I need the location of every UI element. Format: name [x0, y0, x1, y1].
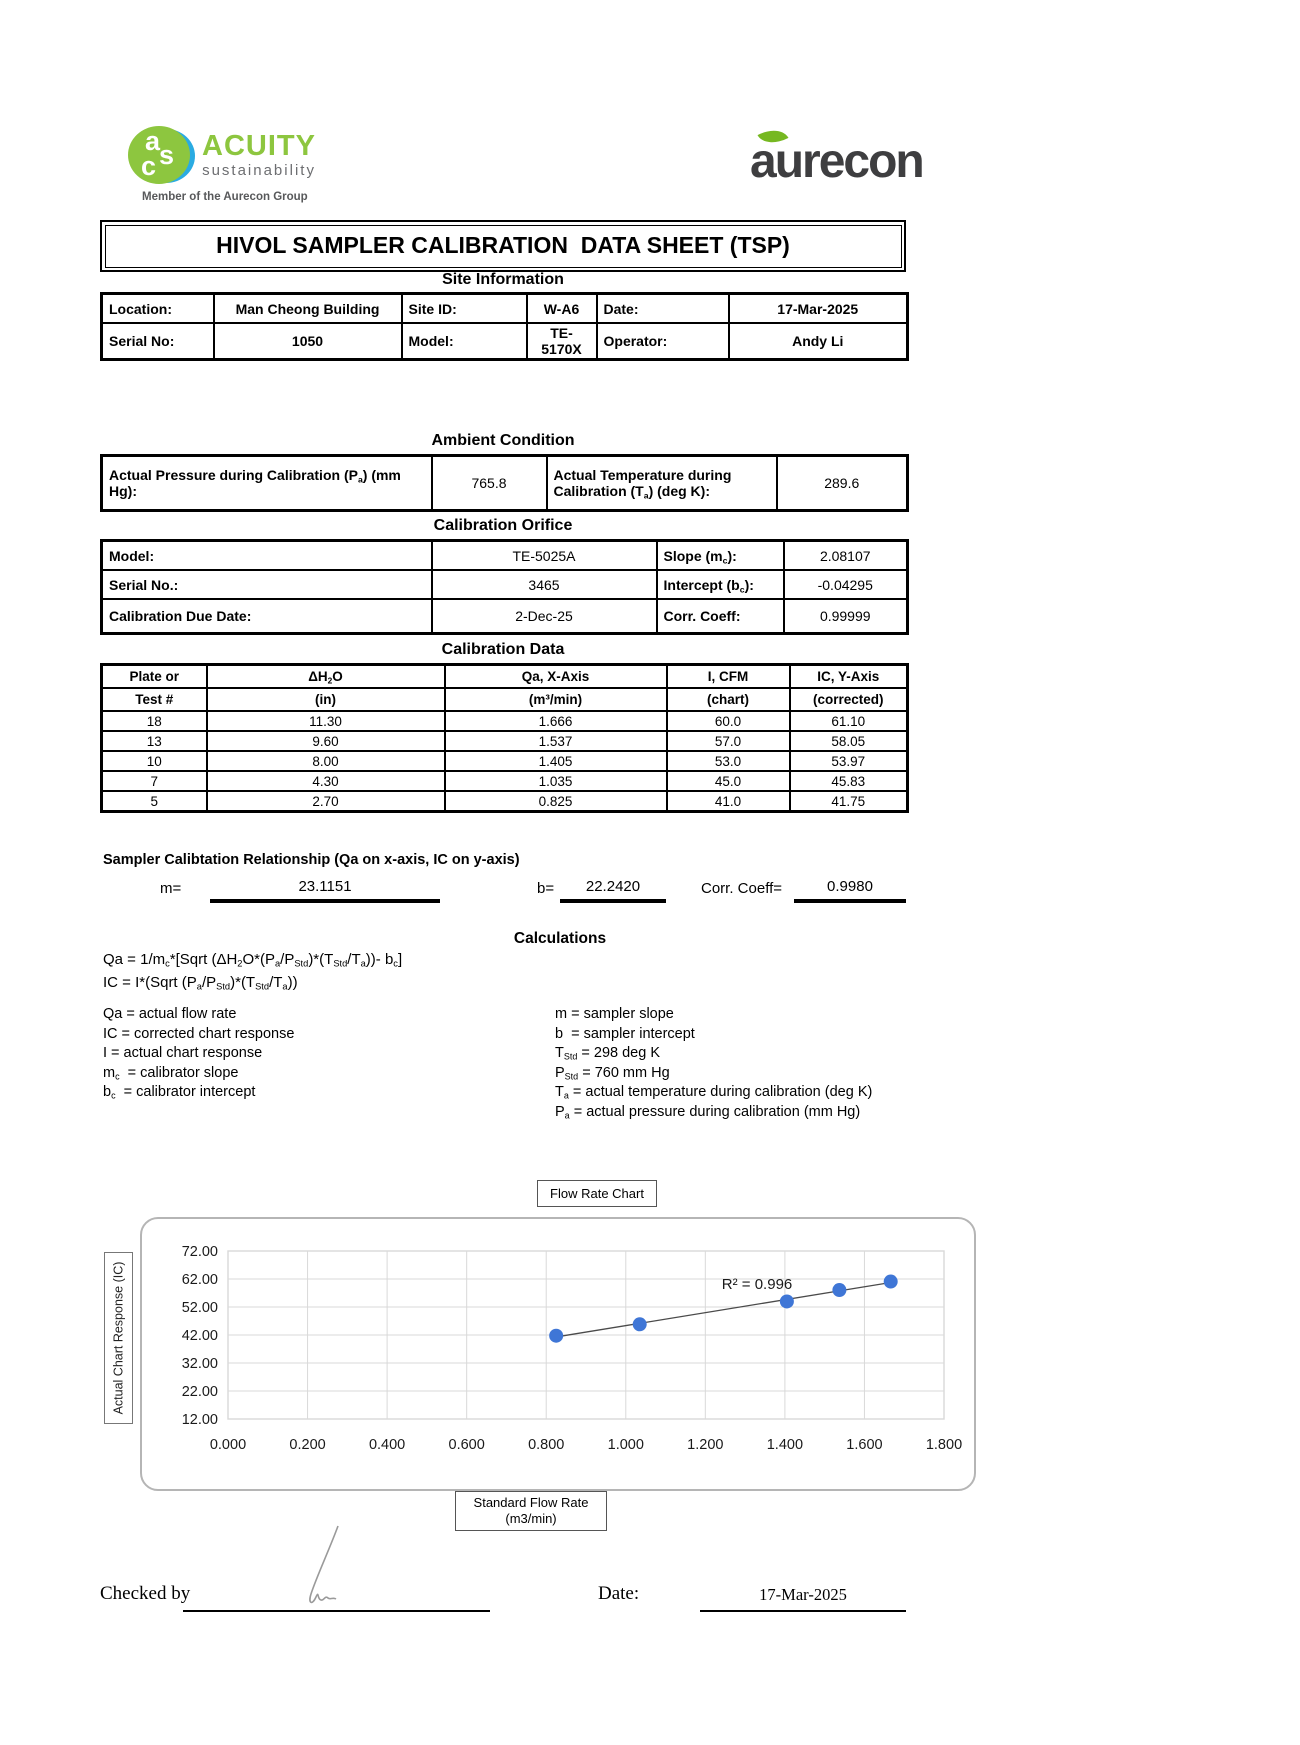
- table-row: [102, 791, 908, 812]
- site-information-heading: Site Information: [442, 271, 564, 288]
- orifice-model-label: Model:: [102, 541, 432, 571]
- acuity-logo-row: [128, 126, 316, 186]
- axis-tick-labels: [182, 1244, 962, 1453]
- definitions-right: [555, 1005, 872, 1122]
- col-subheader: (chart): [667, 688, 790, 711]
- acuity-wordmark: [202, 126, 316, 179]
- svg-text:42.00: 42.00: [181, 1328, 218, 1344]
- orifice-serial-label: Serial No.:: [102, 570, 432, 599]
- table-cell: 5: [102, 791, 207, 812]
- table-cell: 60.0: [667, 711, 790, 731]
- definition-line: I = actual chart response: [103, 1045, 263, 1061]
- chart-y-axis-label: Actual Chart Response (IC): [111, 1261, 126, 1415]
- chart-x-axis-label-line2: (m3/min): [505, 1511, 557, 1526]
- col-subheader: (in): [207, 688, 445, 711]
- footer-date-label: Date:: [598, 1583, 640, 1604]
- site-id-value: W-A6: [527, 294, 597, 324]
- definition-line: $P_a$ = actual pressure during calibration (mm Hg): [555, 1103, 861, 1121]
- table-cell: 61.10: [790, 711, 908, 731]
- operator-value: Andy Li: [729, 323, 908, 360]
- date-label: Date:: [597, 294, 729, 324]
- table-cell: 2.70: [207, 791, 445, 812]
- footer-date-value: 17-Mar-2025: [759, 1585, 847, 1604]
- due-date-value: 2-Dec-25: [432, 599, 657, 634]
- m-label: m=: [160, 880, 182, 897]
- definition-line: Qa = actual flow rate: [103, 1006, 237, 1022]
- table-cell: 1.035: [445, 771, 667, 791]
- col-header: IC, Y-Axis: [790, 665, 908, 689]
- definition-line: b = sampler intercept: [555, 1025, 695, 1042]
- table-row: [102, 771, 908, 791]
- svg-text:12.00: 12.00: [181, 1412, 218, 1428]
- site-id-label: Site ID:: [402, 294, 527, 324]
- svg-text:0.200: 0.200: [289, 1437, 326, 1453]
- definition-line: IC = corrected chart response: [103, 1025, 295, 1042]
- flow-rate-chart-svg: [142, 1219, 974, 1487]
- orifice-model-value: TE-5025A: [432, 541, 657, 571]
- svg-text:32.00: 32.00: [181, 1356, 218, 1372]
- chart-x-axis-label-line1: Standard Flow Rate: [473, 1495, 589, 1510]
- table-cell: 0.825: [445, 791, 667, 812]
- table-cell: 1.666: [445, 711, 667, 731]
- table-cell: 7: [102, 771, 207, 791]
- svg-text:52.00: 52.00: [181, 1300, 218, 1316]
- table-header-row: [102, 688, 908, 711]
- due-date-label: Calibration Due Date:: [102, 599, 432, 634]
- svg-text:1.400: 1.400: [766, 1437, 804, 1453]
- definition-line: $T_{Std} = 298$ deg K: [555, 1045, 660, 1062]
- definition-line: $b_c$ = calibrator intercept: [103, 1084, 256, 1101]
- calibration-orifice-table: [100, 539, 909, 635]
- table-cell: 53.97: [790, 751, 908, 771]
- b-value: 22.2420: [560, 878, 666, 903]
- slope-value: 2.08107: [784, 541, 908, 571]
- table-cell: 41.75: [790, 791, 908, 812]
- ambient-condition-heading: Ambient Condition: [431, 432, 575, 449]
- chart-y-axis-label-box: [104, 1252, 133, 1424]
- location-label: Location:: [102, 294, 214, 324]
- table-row: [102, 456, 908, 511]
- slope-label: Slope $(m_c)$:: [657, 541, 784, 571]
- b-label: b=: [537, 880, 555, 897]
- corr-coeff-value: 0.99999: [784, 599, 908, 634]
- table-cell: 45.0: [667, 771, 790, 791]
- qa-formula: $Qa = 1/m_c*[Sqrt$ $(\Delta H_2O*(P_a/P_{Std})*(T_{Std}/T_a))-$ $b_c$]: [103, 951, 403, 969]
- table-cell: 1.405: [445, 751, 667, 771]
- col-subheader: Test #: [102, 688, 207, 711]
- table-cell: 13: [102, 731, 207, 751]
- table-row: [102, 711, 908, 731]
- col-header: Qa, X-Axis: [445, 665, 667, 689]
- signature: [270, 1522, 370, 1614]
- corr-coeff-label: Corr. Coeff:: [657, 599, 784, 634]
- definitions-left: [103, 1005, 294, 1103]
- serial-no-value: 1050: [214, 323, 402, 360]
- table-cell: 57.0: [667, 731, 790, 751]
- corr-coeff-rel-label: Corr. Coeff=: [701, 880, 783, 897]
- aurecon-logo: [750, 130, 1010, 200]
- model-value: TE-5170X: [527, 323, 597, 360]
- svg-text:0.000: 0.000: [209, 1437, 247, 1453]
- ambient-condition-table: [100, 454, 909, 512]
- acuity-subtitle: sustainability: [202, 162, 316, 179]
- table-header-row: [102, 665, 908, 689]
- col-header: $\Delta H_2O$: [207, 665, 445, 689]
- table-row: [102, 323, 908, 360]
- table-cell: 11.30: [207, 711, 445, 731]
- table-cell: 53.0: [667, 751, 790, 771]
- calibration-data-table: [100, 663, 909, 813]
- page-title: HIVOL SAMPLER CALIBRATION DATA SHEET (TSP): [105, 225, 902, 268]
- col-subheader: (m³/min): [445, 688, 667, 711]
- flow-rate-chart: [140, 1217, 976, 1491]
- calibration-orifice-heading: Calibration Orifice: [433, 517, 573, 534]
- table-cell: 4.30: [207, 771, 445, 791]
- definition-line: $P_{Std} = 760$ mm Hg: [555, 1064, 670, 1082]
- table-row: [102, 294, 908, 324]
- svg-text:22.00: 22.00: [181, 1384, 218, 1400]
- orifice-serial-value: 3465: [432, 570, 657, 599]
- svg-text:1.000: 1.000: [607, 1437, 644, 1453]
- acuity-tagline: Member of the Aurecon Group: [142, 191, 308, 203]
- svg-text:72.00: 72.00: [181, 1244, 218, 1260]
- signature-stroke: [310, 1526, 338, 1602]
- svg-text:62.00: 62.00: [181, 1272, 218, 1288]
- acuity-monogram-c: c: [141, 151, 157, 181]
- acuity-monogram-s: s: [159, 140, 175, 170]
- chart-x-axis-label-box: [455, 1491, 607, 1531]
- chart-title-box: Flow Rate Chart: [537, 1180, 657, 1207]
- relationship-values-row: [100, 878, 906, 912]
- intercept-label: Intercept $(b_c)$:: [657, 570, 784, 599]
- calibration-data-body: [102, 711, 908, 812]
- svg-text:0.600: 0.600: [448, 1437, 485, 1453]
- table-cell: 41.0: [667, 791, 790, 812]
- ic-formula: IC = I*(Sqrt $(P_a/P_{Std})*(T_{Std}/T_a)$): [103, 974, 298, 992]
- col-subheader: (corrected): [790, 688, 908, 711]
- table-cell: 18: [102, 711, 207, 731]
- aurecon-wordmark: aurecon: [750, 135, 923, 188]
- pressure-value: 765.8: [432, 456, 547, 511]
- table-row: [102, 751, 908, 771]
- temperature-label: Actual Temperature during Calibration $(T_a)$ (deg K):: [547, 456, 777, 511]
- calculations-heading: Calculations: [513, 930, 607, 947]
- svg-text:0.400: 0.400: [368, 1437, 406, 1453]
- definition-line: $T_a$ = actual temperature during calibration (deg K): [555, 1084, 873, 1101]
- svg-text:1.200: 1.200: [687, 1437, 724, 1453]
- svg-text:0.800: 0.800: [528, 1437, 565, 1453]
- site-information-table: [100, 292, 909, 361]
- title-box: [100, 220, 906, 272]
- relationship-heading: Sampler Calibtation Relationship (Qa on x-axis, IC on y-axis): [103, 852, 520, 868]
- table-cell: 8.00: [207, 751, 445, 771]
- table-row: [102, 599, 908, 634]
- gridlines: [228, 1251, 944, 1419]
- table-row: [102, 731, 908, 751]
- pressure-label: Actual Pressure during Calibration $(P_a)$ (mm Hg):: [102, 456, 432, 511]
- table-row: [102, 570, 908, 599]
- location-value: Man Cheong Building: [214, 294, 402, 324]
- date-underline: [700, 1610, 906, 1612]
- acuity-monogram-a: a: [145, 126, 161, 156]
- operator-label: Operator:: [597, 323, 729, 360]
- acuity-logo: [128, 126, 316, 203]
- temperature-value: 289.6: [777, 456, 908, 511]
- intercept-value: -0.04295: [784, 570, 908, 599]
- col-header: I, CFM: [667, 665, 790, 689]
- r-squared-label: R² = 0.996: [721, 1276, 793, 1294]
- table-row: [102, 541, 908, 571]
- checked-by-label: Checked by: [100, 1583, 191, 1604]
- date-value: 17-Mar-2025: [729, 294, 908, 324]
- m-value: 23.1151: [210, 878, 440, 903]
- table-cell: 45.83: [790, 771, 908, 791]
- table-cell: 9.60: [207, 731, 445, 751]
- model-label: Model:: [402, 323, 527, 360]
- table-cell: 1.537: [445, 731, 667, 751]
- corr-coeff-rel-value: 0.9980: [794, 878, 906, 903]
- col-header: Plate or: [102, 665, 207, 689]
- svg-text:1.800: 1.800: [925, 1437, 963, 1453]
- serial-no-label: Serial No:: [102, 323, 214, 360]
- definition-line: m = sampler slope: [555, 1006, 674, 1022]
- table-cell: 58.05: [790, 731, 908, 751]
- definition-line: $m_c$ = calibrator slope: [103, 1064, 239, 1082]
- calibration-data-heading: Calibration Data: [441, 641, 565, 658]
- table-cell: 10: [102, 751, 207, 771]
- acuity-name: ACUITY: [202, 130, 316, 162]
- acuity-logo-icon: [128, 126, 196, 186]
- svg-text:1.600: 1.600: [846, 1437, 883, 1453]
